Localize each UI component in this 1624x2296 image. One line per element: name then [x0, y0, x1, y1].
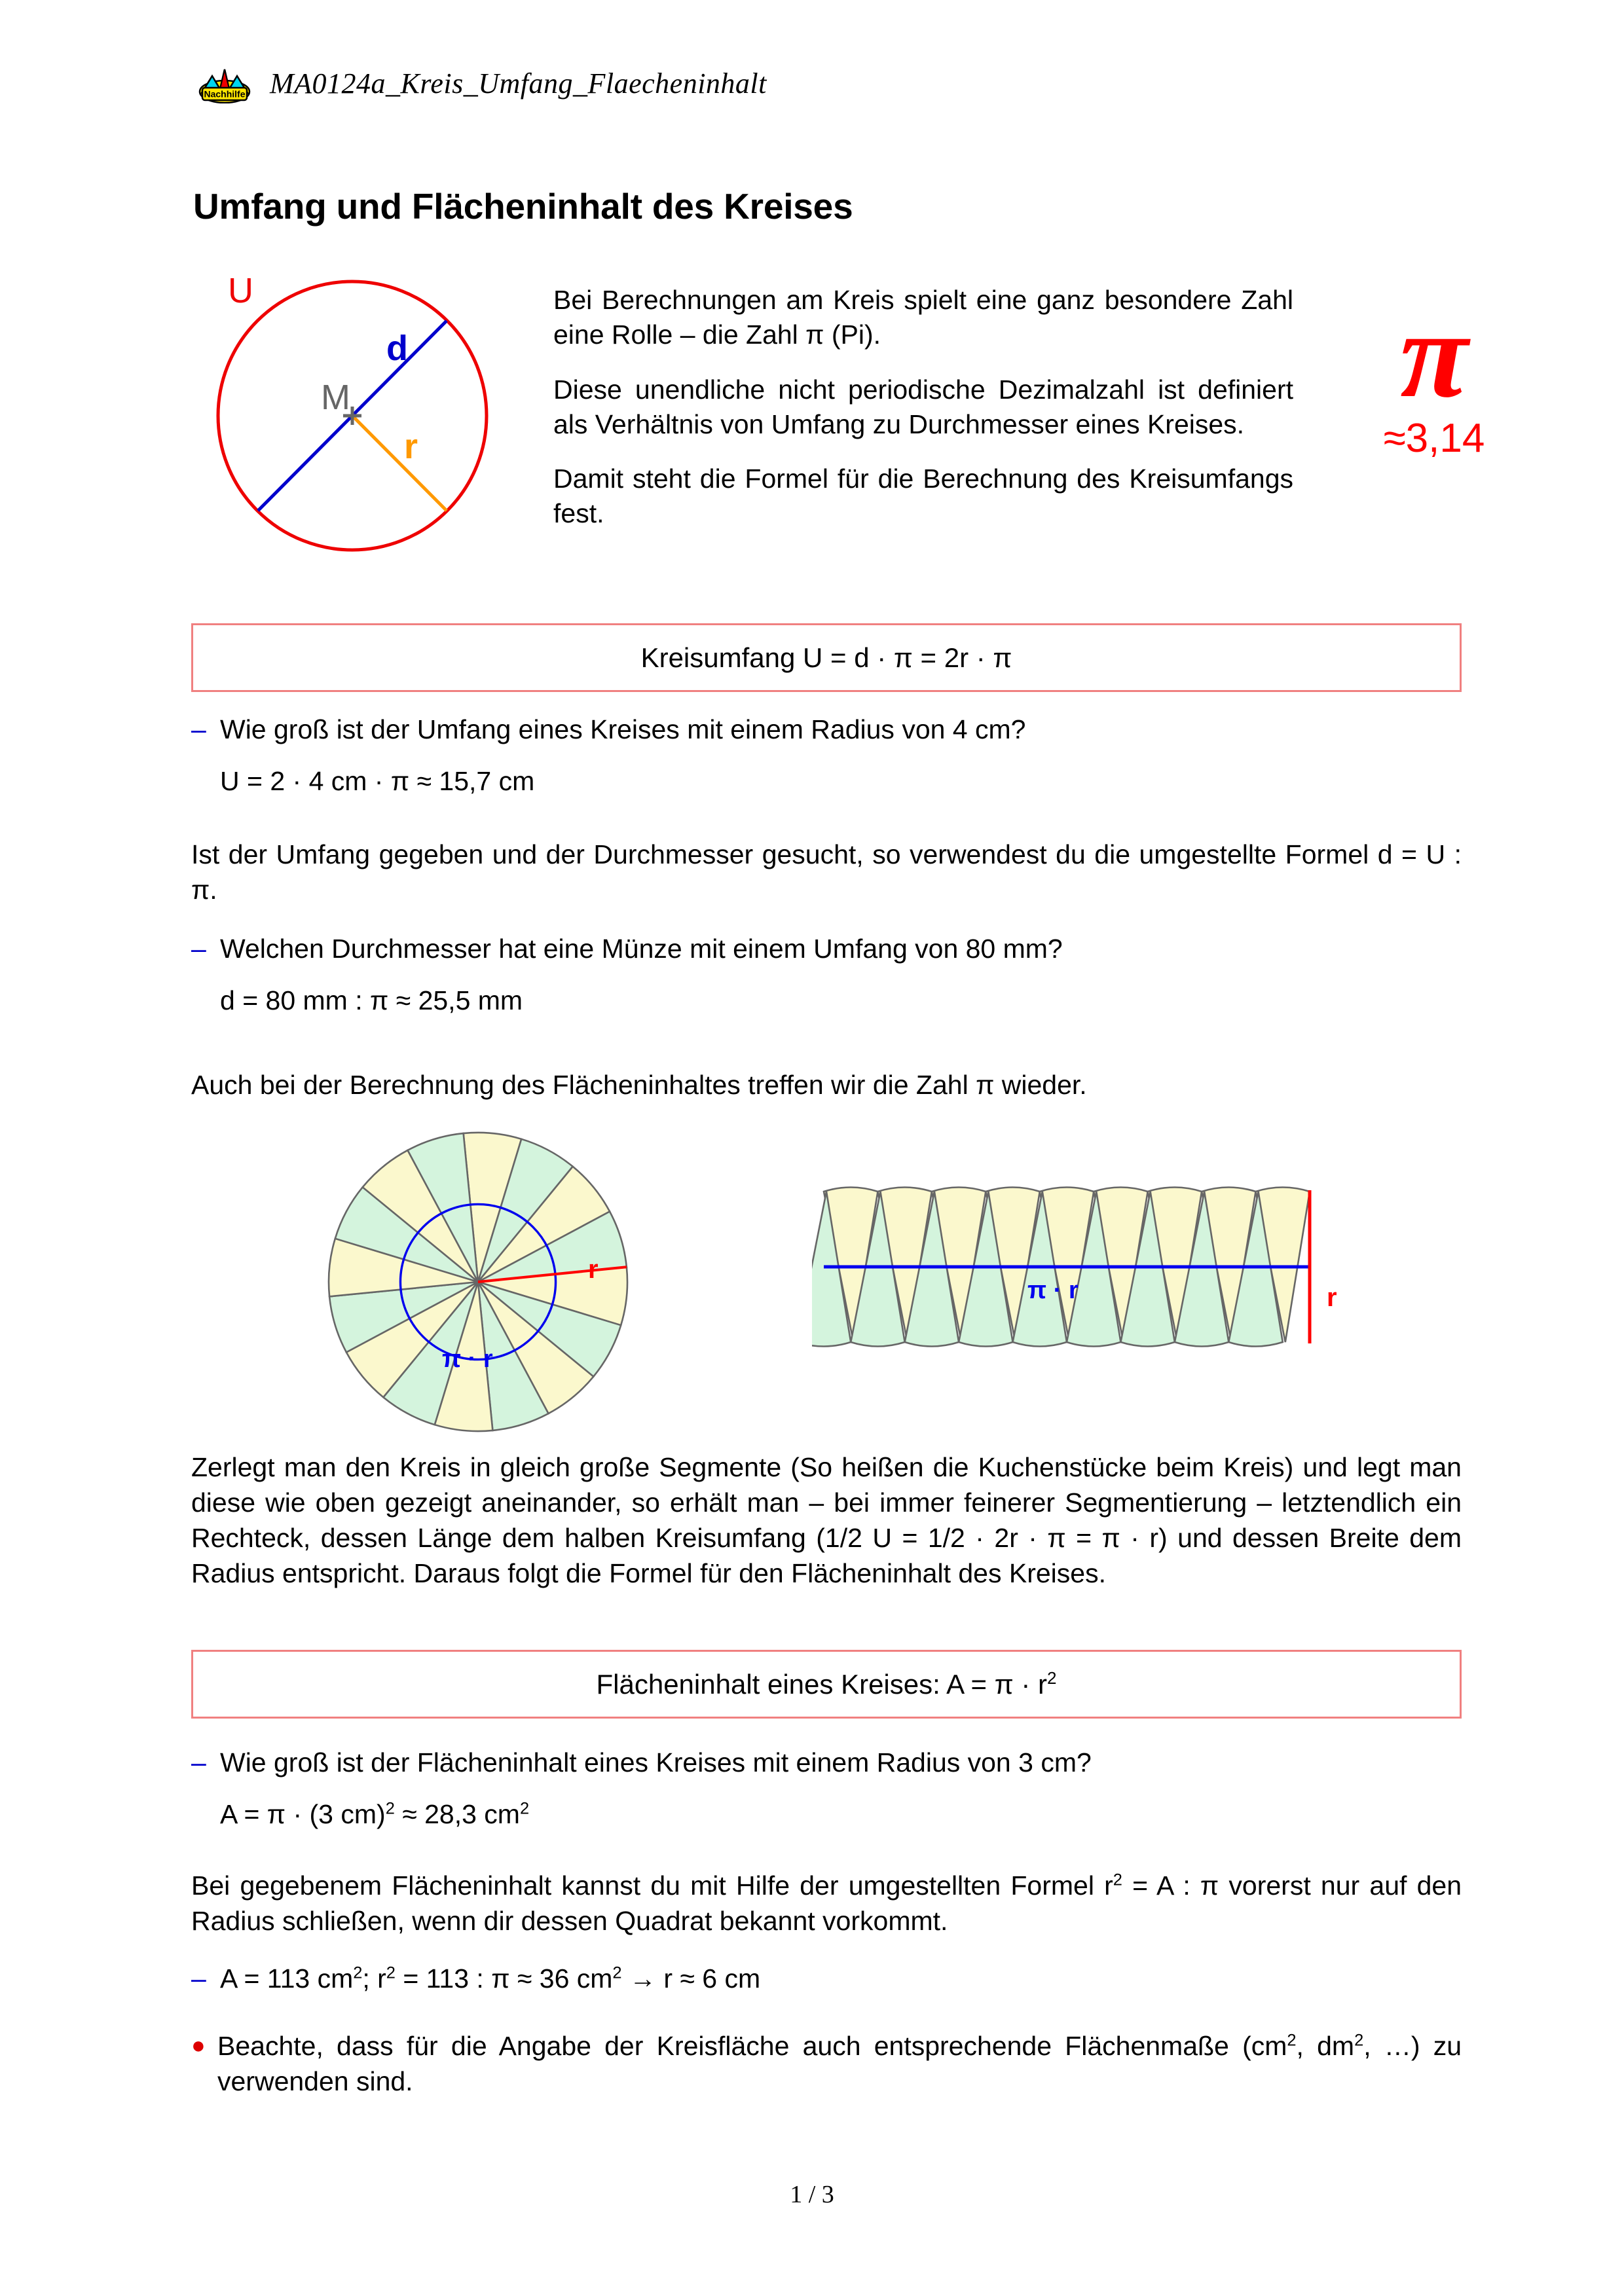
segrect-label-pi-r: π · r — [1027, 1277, 1079, 1304]
circle-label-u: U — [228, 271, 253, 310]
example-circumference-solution: U = 2 · 4 cm · π ≈ 15,7 cm — [220, 766, 535, 796]
area-intro-text: Auch bei der Berechnung des Flächeninhaltes treffen wir die Zahl π wieder. — [191, 1070, 1087, 1100]
page-footer: 1 / 3 — [790, 2181, 834, 2208]
example-circumference-question: Wie groß ist der Umfang eines Kreises mit einem Radius von 4 cm? — [220, 714, 1026, 744]
example-diameter-solution: d = 80 mm : π ≈ 25,5 mm — [220, 985, 523, 1015]
final-note-text: Beachte, dass für die Angabe der Kreisfläche auch entsprechende Flächenmaße ($cm^2$, $dm^2$, …) zu verwenden sind. — [217, 2031, 1462, 2097]
intro-paragraph-1: Bei Berechnungen am Kreis spielt eine ganz besondere Zahl eine Rolle – die Zahl π (Pi). — [553, 285, 1293, 350]
pi-symbol: π — [1400, 286, 1468, 424]
intro-paragraph-3: Damit steht die Formel für die Berechnung des Kreisumfangs fest. — [553, 464, 1293, 529]
final-note-row — [191, 2028, 1462, 2099]
segrect-label-r: r — [1327, 1283, 1337, 1312]
circle-label-r: r — [404, 427, 418, 466]
rearranged-area-note: Bei gegebenem Flächeninhalt kannst du mit Hilfe der umgestellten Formel $r^2 = A$ : π vorerst nur auf den Radius schließen, wenn dir dessen Quadrat bekannt vorkommt. — [191, 1870, 1462, 1937]
document-filename: MA0124a_Kreis_Umfang_Flaecheninhalt — [270, 67, 767, 100]
formula-area-text: Flächeninhalt eines Kreises: $A = \pi \cdot r^2$ — [596, 1667, 1057, 1700]
document-header — [196, 63, 767, 103]
dash-bullet-icon: – — [191, 1747, 206, 1777]
rearranged-formula-note: Ist der Umfang gegeben und der Durchmesser gesucht, so verwendest du die umgestellte Formel d = U : π. — [191, 839, 1462, 905]
segcircle-label-pi-r: π · r — [442, 1345, 493, 1373]
example-diameter-question-row — [191, 931, 1304, 966]
svg-text:Nachhilfe: Nachhilfe — [204, 88, 246, 100]
formula-box-circumference — [191, 623, 1462, 692]
dash-bullet-icon: – — [191, 934, 206, 964]
circle-label-m: M — [321, 378, 350, 417]
formula-box-area — [191, 1650, 1462, 1719]
pi-approx-value: ≈3,14 — [1383, 415, 1485, 461]
rect-right-mask — [1310, 1177, 1362, 1360]
example-circumference-question-row — [191, 712, 1304, 747]
segcircle-label-r: r — [588, 1255, 599, 1284]
example-radius-row — [191, 1961, 1304, 1996]
dash-bullet-icon: – — [191, 714, 206, 744]
segmented-circle-diagram — [326, 1125, 667, 1439]
dash-bullet-icon: – — [191, 1963, 206, 1994]
circle-label-d: d — [386, 329, 408, 368]
nachhilfe-logo-icon — [196, 63, 253, 103]
page-title: Umfang und Flächeninhalt des Kreises — [193, 186, 853, 227]
example-diameter-question: Welchen Durchmesser hat eine Münze mit einem Umfang von 80 mm? — [220, 934, 1063, 964]
example-area-question: Wie groß ist der Flächeninhalt eines Kreises mit einem Radius von 3 cm? — [220, 1747, 1092, 1777]
example-area-question-row — [191, 1745, 1304, 1780]
decomposition-explanation: Zerlegt man den Kreis in gleich große Segmente (So heißen die Kuchenstücke beim Kreis) und legt man diese wie oben gezeigt aneinander, so erhält man – bei immer feinerer Segmentierung – letztendlich ein Rechteck, dessen Länge dem halben Kreisumfang (1/2 U = 1/2 · 2r · π = π · r) und dessen Breite dem Radius entspricht. Daraus folgt die Formel für den Flächeninhalt des Kreises. — [191, 1452, 1462, 1589]
pi-badge — [1336, 286, 1532, 462]
formula-circumference-text: Kreisumfang U = d · π = 2r · π — [640, 642, 1012, 673]
intro-paragraph-2: Diese unendliche nicht periodische Dezimalzahl ist definiert als Verhältnis von Umfang zu Durchmesser eines Kreises. — [553, 374, 1293, 439]
example-radius-solution: A = 113 $cm^2$; $r^2 = 113$ : π ≈ 36 $cm^2 \to r \approx 6$ cm — [220, 1963, 761, 1994]
example-area-solution: A = π · (3 cm)$^2$ ≈ 28,3 $cm^2$ — [220, 1799, 530, 1829]
circle-diagram — [196, 262, 498, 563]
red-dot-bullet-icon: ● — [191, 2032, 206, 2058]
segmented-rectangle-diagram — [812, 1172, 1362, 1368]
intro-text-block — [553, 283, 1293, 532]
